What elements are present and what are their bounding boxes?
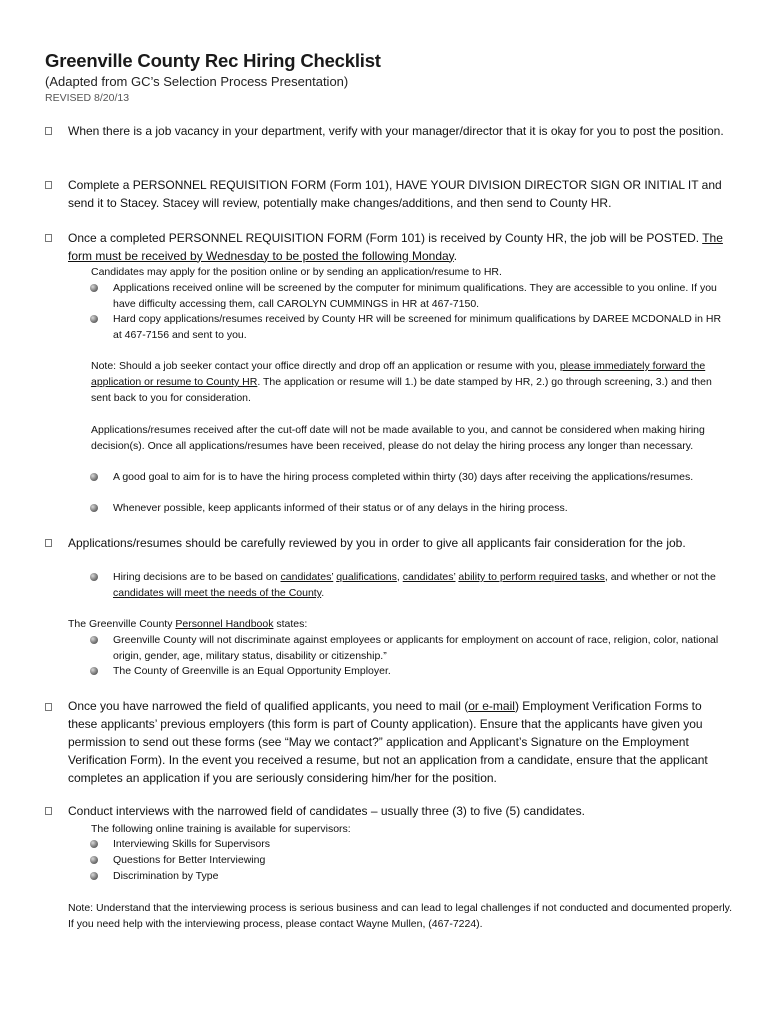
step6-training-intro: The following online training is available for supervisors:	[91, 823, 351, 835]
revised-date: REVISED 8/20/13	[45, 92, 130, 104]
step3-note-underlined: please immediately forward the application or resume to County HR	[91, 360, 706, 388]
training-item-1: Interviewing Skills for Supervisors	[113, 838, 270, 850]
step3-note-b: . The application or resume will 1.) be date stamped by HR, 2.) go through screening, 3.) and then sent back to you for consideration.	[91, 376, 712, 404]
step5-checkbox[interactable]	[45, 703, 52, 711]
bullet-icon	[90, 872, 98, 880]
training-item-3: Discrimination by Type	[113, 870, 219, 882]
step6-checkbox[interactable]	[45, 807, 52, 815]
page-subtitle: (Adapted from GC’s Selection Process Presentation)	[45, 74, 349, 89]
step5-text-a: Once you have narrowed the field of qualified applicants, you need to mail (	[68, 699, 469, 713]
bullet-icon	[90, 315, 98, 323]
step4-handbook	[68, 616, 733, 632]
step4-b1-e: .	[321, 587, 325, 599]
step3-checkbox[interactable]	[45, 234, 52, 242]
step4-bullet3: The County of Greenville is an Equal Opportunity Employer.	[113, 665, 391, 677]
step4-b1-u5: candidates will meet the needs of the County	[113, 587, 322, 599]
step1-text: When there is a job vacancy in your department, verify with your manager/director that it is okay for you to post the position.	[68, 124, 724, 138]
step4-handbook-title: Personnel Handbook	[175, 618, 274, 630]
step3-text-a: Once a completed PERSONNEL REQUISITION FORM (Form 101) is received by County HR, the job will be POSTED.	[68, 231, 700, 245]
step5-text	[68, 697, 733, 787]
bullet-icon	[90, 856, 98, 864]
step3-deadline: The form must be received by Wednesday to be posted the following Monday	[68, 231, 723, 263]
step5-text-underlined: or e-mail	[468, 699, 515, 713]
bullet-icon	[90, 667, 98, 675]
step3-bullet1: Applications received online will be screened by the computer for minimum qualifications. They are accessible to you online. If you have difficulty accessing them, call CAROLYN CUMMINGS in HR at 467-7150.	[113, 282, 717, 310]
step3-candidates-intro: Candidates may apply for the position online or by sending an application/resume to HR.	[91, 266, 502, 278]
step3-bullet2: Hard copy applications/resumes received by County HR will be screened for minimum qualifications by DAREE MCDONALD in HR at 467-7156 and sent to you.	[113, 313, 722, 341]
step3-cutoff-paragraph: Applications/resumes received after the cut-off date will not be made available to you, and cannot be considered when making hiring decision(s). Once all applications/resumes have been received, please do not delay the hiring process any longer than necessary.	[91, 424, 705, 452]
step1-checkbox[interactable]	[45, 127, 52, 135]
step3-note	[91, 358, 731, 406]
step3-text	[68, 230, 733, 265]
step4-b1-a: Hiring decisions are to be based on	[113, 571, 281, 583]
bullet-icon	[90, 504, 98, 512]
step4-handbook-b: states:	[273, 618, 308, 630]
step4-b1-u2: qualifications	[336, 571, 397, 583]
step3-bullet3: A good goal to aim for is to have the hiring process completed within thirty (30) days after receiving the applications/resumes.	[113, 471, 694, 483]
step3-period: .	[453, 248, 458, 263]
step3-bullet4: Whenever possible, keep applicants informed of their status or of any delays in the hiring process.	[113, 502, 568, 514]
bullet-icon	[90, 636, 98, 644]
training-item-2: Questions for Better Interviewing	[113, 854, 266, 866]
step4-b1-u1: candidates’	[280, 571, 334, 583]
step6-text: Conduct interviews with the narrowed field of candidates – usually three (3) to five (5) candidates.	[68, 804, 585, 818]
step6-note: Note: Understand that the interviewing process is serious business and can lead to legal challenges if not conducted and documented properly. If you need help with the interviewing process, please contact Wayne Mullen, (467-7224).	[68, 902, 733, 930]
bullet-icon	[90, 840, 98, 848]
step4-b1-d: , and whether or not the	[604, 571, 716, 583]
bullet-icon	[90, 573, 98, 581]
step5-text-b: ) Employment Verification Forms to these applicants’ previous employers (this form is part of County application). Ensure that the applicants have given you permission to send out these forms (see “May we contact?” application and Applicant’s Signature on the Employment Verification Form). In the event you received a resume, but not an application from a candidate, ensure that the applicant completes an application if you are seriously considering him/her for the position.	[68, 699, 708, 785]
step3-note-a: Note: Should a job seeker contact your office directly and drop off an application or resume with you,	[91, 360, 560, 372]
step4-bullet2: Greenville County will not discriminate against employees or applicants for employment on account of race, religion, color, national origin, gender, age, military status, disability or citizenship.”	[113, 634, 719, 662]
step4-handbook-a: The Greenville County	[68, 618, 176, 630]
step4-text: Applications/resumes should be carefully reviewed by you in order to give all applicants fair consideration for the job.	[68, 536, 686, 550]
bullet-icon	[90, 284, 98, 292]
page-title: Greenville County Rec Hiring Checklist	[45, 50, 381, 71]
step2-checkbox[interactable]	[45, 181, 52, 189]
step4-b1-c: ,	[396, 571, 403, 583]
step4-checkbox[interactable]	[45, 539, 52, 547]
step4-b1-u4: ability to perform required tasks	[458, 571, 605, 583]
step4-bullet1	[113, 569, 725, 601]
step2-text: Complete a PERSONNEL REQUISITION FORM (Form 101), HAVE YOUR DIVISION DIRECTOR SIGN OR INITIAL IT and send it to Stacey. Stacey will review, potentially make changes/additions, and then send to County HR.	[68, 178, 722, 210]
bullet-icon	[90, 473, 98, 481]
step4-b1-u3: candidates’	[402, 571, 456, 583]
